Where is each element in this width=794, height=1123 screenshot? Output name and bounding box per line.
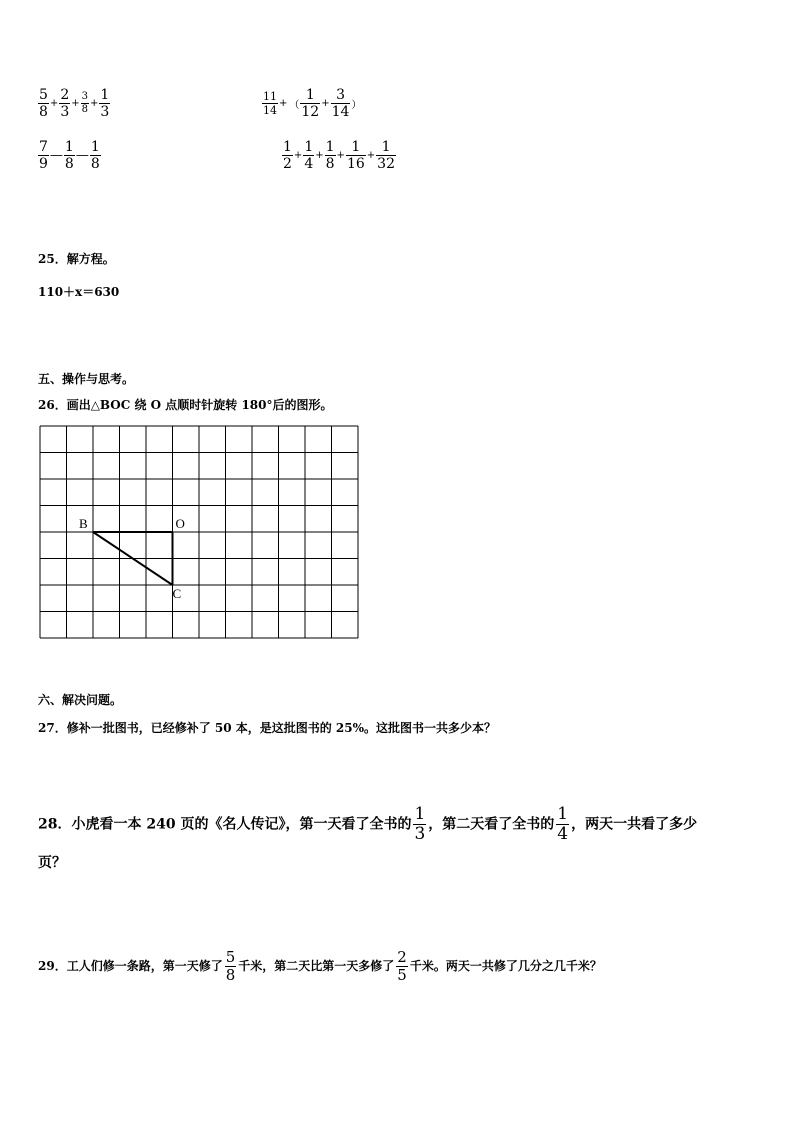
fraction: $\frac{5}{8}$ — [39, 87, 48, 120]
label-o: O — [175, 516, 185, 531]
q26-title: 26．画出△BOC 绕 O 点顺时针旋转 180°后的图形。 — [38, 398, 333, 412]
operator: + — [321, 98, 330, 109]
label-b: B — [79, 516, 88, 531]
q28-line-2: 页？ — [38, 855, 66, 871]
operator: + — [336, 150, 345, 161]
fraction-one-third: $\frac{1}{3}$ — [414, 804, 426, 844]
operator: — — [49, 148, 63, 163]
expression-2 — [262, 88, 362, 119]
expression-3 — [38, 140, 101, 171]
q29-text-part-1: 29．工人们修一条路，第一天修了 — [38, 959, 223, 973]
expression-1 — [38, 88, 110, 119]
fraction: $\frac{1}{12}$ — [301, 87, 320, 120]
fraction: $\frac{1}{8}$ — [90, 139, 100, 172]
paren-close: ） — [351, 100, 362, 111]
fraction: $\frac{1}{3}$ — [100, 87, 110, 120]
rotation-grid — [38, 424, 364, 684]
operator: + — [90, 98, 99, 109]
fraction: $\frac{11}{14}$ — [263, 90, 277, 117]
operator: + — [366, 150, 376, 161]
section-5-title: 五、操作与思考。 — [38, 372, 135, 386]
grid-lines — [40, 426, 358, 638]
q25-title: 25．解方程。 — [38, 252, 115, 266]
operator: + — [279, 98, 288, 109]
fraction-two-fifths: $\frac{2}{5}$ — [397, 948, 407, 984]
fraction-five-eighths: $\frac{5}{8}$ — [225, 948, 236, 984]
operator: — — [75, 148, 89, 163]
fraction: $\frac{7}{9}$ — [39, 139, 48, 172]
fraction: $\frac{1}{32}$ — [377, 139, 395, 172]
operator: + — [293, 150, 303, 161]
q29-text-part-3: 千米。两天一共修了几分之几千米？ — [409, 959, 602, 973]
q28-line-1 — [38, 806, 697, 843]
paren-open: （ — [289, 100, 300, 111]
label-c: C — [172, 586, 182, 601]
fraction: $\frac{3}{8}$ — [81, 91, 88, 115]
q27-text: 27．修补一批图书，已经修补了 50 本，是这批图书的 25%。这批图书一共多少本？ — [38, 721, 497, 735]
operator: + — [71, 98, 80, 109]
fraction-one-fourth: $\frac{1}{4}$ — [557, 804, 569, 844]
operator: + — [49, 98, 59, 109]
fraction: $\frac{1}{16}$ — [346, 139, 365, 172]
fraction: $\frac{1}{8}$ — [325, 139, 335, 172]
section-6-title: 六、解决问题。 — [38, 693, 123, 707]
expression-4 — [282, 140, 396, 171]
operator: + — [315, 150, 324, 161]
q29-line — [38, 950, 602, 983]
q28-text-part-1: 28．小虎看一本 240 页的《名人传记》，第一天看了全书的 — [38, 816, 412, 833]
q25-equation: 110＋x＝630 — [38, 285, 120, 299]
q28-text-part-2: ，第二天看了全书的 — [428, 816, 555, 833]
fraction: $\frac{2}{3}$ — [60, 87, 70, 120]
fraction: $\frac{3}{14}$ — [331, 87, 350, 120]
fraction: $\frac{1}{4}$ — [304, 139, 314, 172]
q29-text-part-2: 千米，第二天比第一天多修了 — [238, 959, 395, 973]
q28-text-part-3: ，两天一共看了多少 — [571, 816, 698, 833]
fraction: $\frac{1}{8}$ — [64, 139, 74, 172]
fraction: $\frac{1}{2}$ — [283, 139, 292, 172]
